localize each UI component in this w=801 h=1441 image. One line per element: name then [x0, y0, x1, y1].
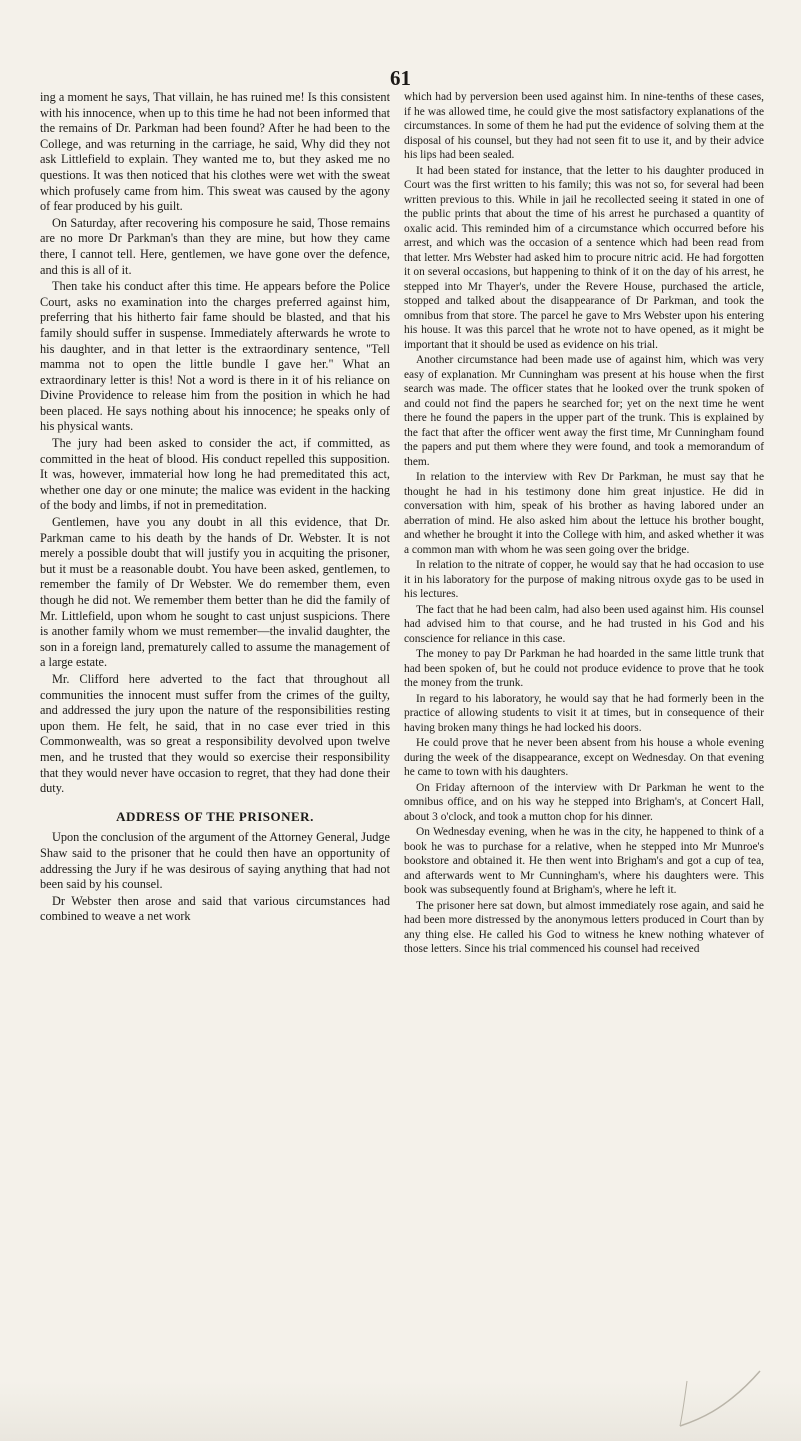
paragraph: Another circumstance had been made use of against him, which was very easy of explanation. Mr Cunningham was present at his house when the first search was made. The officer states that he looked over the trunk spoken of and could not find the papers he searched for; yet on the next time he went there he found the papers in the upper part of the trunk. This is explained by the fact that after the officer went away the first time, Mr Cunningham found the papers and put them where they were found, and took a memorandum of them. — [404, 354, 764, 468]
paragraph: In relation to the interview with Rev Dr Parkman, he must say that he thought he had in his testimony done him great injustice. He did in conversation with him, speak of his brother as having labored under an aberration of mind. He also asked him about the lettuce his brother bought, and whether he brought it into the College with him, and asked whether it was a common man with whom he was seen going over the bridge. — [404, 471, 764, 556]
paragraph: Mr. Clifford here adverted to the fact that throughout all communities the innocent must suffer from the crimes of the guilty, and addressed the jury upon the nature of the responsibilities resting upon them. He felt, he said, that in no case ever tried in this Commonwealth, was so great a responsibility devolved upon twelve men, and he trusted that they would so exercise their responsibility that they would never have occasion to regret, that they had done their duty. — [40, 671, 390, 796]
paragraph: The fact that he had been calm, had also been used against him. His counsel had advised him to that course, and he had trusted in his God and his conscience for reliance in this case. — [404, 603, 764, 645]
paragraph: ing a moment he says, That villain, he has ruined me! Is this consistent with his innocence, when up to this time he had not been informed that the remains of Dr. Parkman had been found? After he had been to the College, and was returning in the carriage, he said, Why did they not ask Littlefield to explain. They wanted me to, but they asked me no questions. It was then noticed that his clothes were wet with the sweat which profusely came from him. This sweat was caused by the agony of fear produced by his guilt. — [40, 90, 390, 214]
paragraph: Then take his conduct after this time. He appears before the Police Court, asks no examination into the charges preferred against him, preferring that his hitherto fair fame should be blasted, and that his family should suffer in suspense. Immediately afterwards he wrote to his daughter, and in that letter is the extraordinary sentence, "Tell mamma not to open the little bundle I gave her." What an extraordinary letter is this! Not a word is there in it of his reliance on Divine Providence to release him from the position in which he had been placed. He says nothing about his innocence; he speaks only of his physical wants. — [40, 279, 390, 434]
paragraph: The money to pay Dr Parkman he had hoarded in the same little trunk that had been spoken of, but he could not produce evidence to prove that he took the money from the trunk. — [404, 648, 764, 689]
paragraph: On Friday afternoon of the interview with Dr Parkman he went to the omnibus office, and on his way he stepped into Brigham's, at Concert Hall, about 3 o'clock, and took a mutton chop for his dinner. — [404, 781, 764, 823]
right-column — [404, 90, 764, 958]
paragraph: Gentlemen, have you any doubt in all this evidence, that Dr. Parkman came to his death by the hands of Dr. Webster. It is not merely a possible doubt that will justify you in acquiting the prisoner, but it must be a reasonable doubt. You have been asked, gentlemen, to remember the family of Dr Webster. We do remember them, even though he did not. We remember them better than he did the family of Mr. Littlefield, upon whom he sought to cast unjust suspicions. There is another family whom we must remember—the invalid daughter, the son in a foreign land, prematurely called to assume the management of a large estate. — [40, 515, 390, 670]
paragraph: In relation to the nitrate of copper, he would say that he had occasion to use it in his laboratory for the purpose of making nitrous oxyde gas to be used in his lectures. — [404, 559, 764, 600]
paragraph: Dr Webster then arose and said that various circumstances had combined to weave a net work — [40, 893, 390, 924]
left-column — [40, 90, 390, 926]
paragraph: The jury had been asked to consider the act, if committed, as committed in the heat of blood. His conduct repelled this supposition. It was, however, immaterial how long he had premeditated this act, whether one day or one minute; the malice was evident in the hacking of the body and limbs, if not in premeditation. — [40, 436, 390, 513]
section-heading: ADDRESS OF THE PRISONER. — [116, 808, 314, 824]
page-number: 61 — [390, 66, 411, 90]
paragraph: On Saturday, after recovering his composure he said, Those remains are no more Dr Parkman's than they are mine, but how they came there, I cannot tell. Here, gentlemen, we have gone over the defence, and this is all of it. — [40, 215, 390, 277]
paragraph: The prisoner here sat down, but almost immediately rose again, and said he had been more distressed by the anonymous letters produced in Court than by any thing else. He called his God to witness he knew nothing whatever of those letters. Since his trial commenced his counsel had received — [404, 899, 764, 955]
paragraph: which had by perversion been used against him. In nine-tenths of these cases, if he was allowed time, he could give the most satisfactory explanations of the circumstances. In some of them he had put the evidence of solving them at the disposal of his counsel, but they had not seen fit to use it, and by their advice his lips had been sealed. — [404, 91, 764, 161]
paragraph: In regard to his laboratory, he would say that he had formerly been in the practice of allowing students to visit it at times, but in consequence of their having broken many things he had locked his doors. — [404, 692, 764, 734]
page-curl-mark — [675, 1341, 765, 1431]
paragraph: He could prove that he never been absent from his house a whole evening during the week of the disappearance, except on Wednesday. On that evening he came to town with his daughters. — [404, 737, 764, 778]
paragraph: On Wednesday evening, when he was in the city, he happened to think of a book he was to purchase for a relative, when he stepped into Mr Munroe's bookstore and obtained it. He then went into Brigham's and got a cup of tea, and afterwards went to Mr Cunningham's, where his daughters were. This book was subsequently found at Brigham's, where he left it. — [404, 826, 764, 896]
paragraph: Upon the conclusion of the argument of the Attorney General, Judge Shaw said to the prisoner that he could then have an opportunity of addressing the Jury if he was desirous of saying anything that had not been said by his counsel. — [40, 830, 390, 892]
paragraph: It had been stated for instance, that the letter to his daughter produced in Court was the first written to his family; this was not so, for several had been written previous to this. While in jail he recollected seeing it stated in one of the public prints that about the time of his arrest he purchased a quantity of oxalic acid. This reminded him of a circumstance which occurred before his arrest, and which was the occasion of a sentence which had been read from that letter. Mrs Webster had asked him to procure nitric acid. He had forgotten it on several occasions, but happening to think of it on the day of his arrest, he stepped into Mr Thayer's, under the Revere House, purchased the article, stopped and talked about the disappearance of Dr Parkman, and took the omnibus from that store. The parcel he gave to Mrs Webster upon his entering his house. It was this parcel that he wrote not to have opened, as it might be important that it should be used as evidence on his trial. — [404, 164, 764, 351]
